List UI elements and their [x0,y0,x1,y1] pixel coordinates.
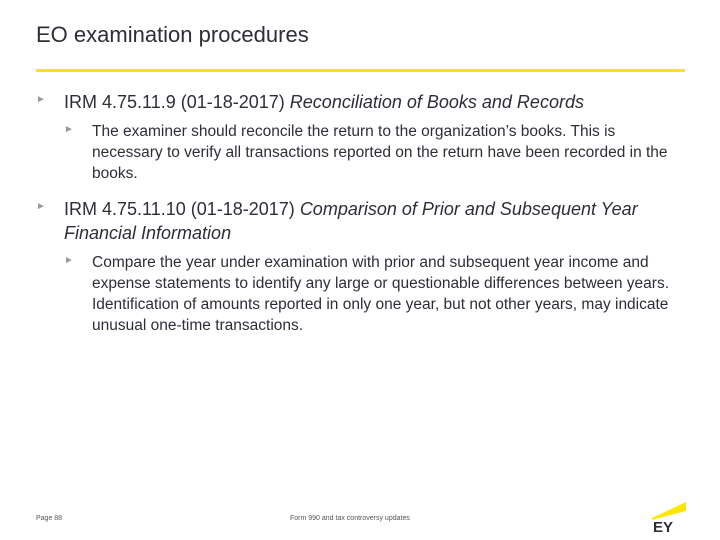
bullet-text [64,90,584,114]
right-pointer-icon: ► [64,255,74,266]
bullet-text [64,197,676,245]
bullet-italic-title: Comparison of Prior and Subsequent Year Financial Information [64,199,638,243]
sub-bullet-item [64,252,684,336]
ey-logo [648,494,688,534]
bullet-prefix: IRM 4.75.11.9 (01-18-2017) [64,92,290,112]
slide-title: EO examination procedures [36,22,309,47]
footer-title: Form 990 and tax controversy updates [290,515,410,522]
bullet-prefix: IRM 4.75.11.10 (01-18-2017) [64,199,300,219]
right-pointer-icon: ► [36,201,46,212]
right-pointer-icon: ► [36,94,46,105]
sub-bullet-text: The examiner should reconcile the return to the organization’s books. This is necessary to verify all transactions reported on the return have been recorded in the books. [92,123,668,182]
bullet-item [36,197,676,245]
bullet-italic-title: Reconciliation of Books and Records [289,92,584,112]
logo-text: EY [653,519,674,534]
sub-bullet-text: Compare the year under examination with prior and subsequent year income and expense statements to identify any large or questionable differences between years. Identification of amounts reported in only one year, but not other years, may indicate unusual one-time transactions. [92,254,670,334]
sub-bullet-item [64,121,684,184]
bullet-item [36,90,676,114]
page-number: Page 88 [36,515,63,522]
logo-beam [652,502,686,520]
right-pointer-icon: ► [64,124,74,135]
title-rule [36,69,685,72]
